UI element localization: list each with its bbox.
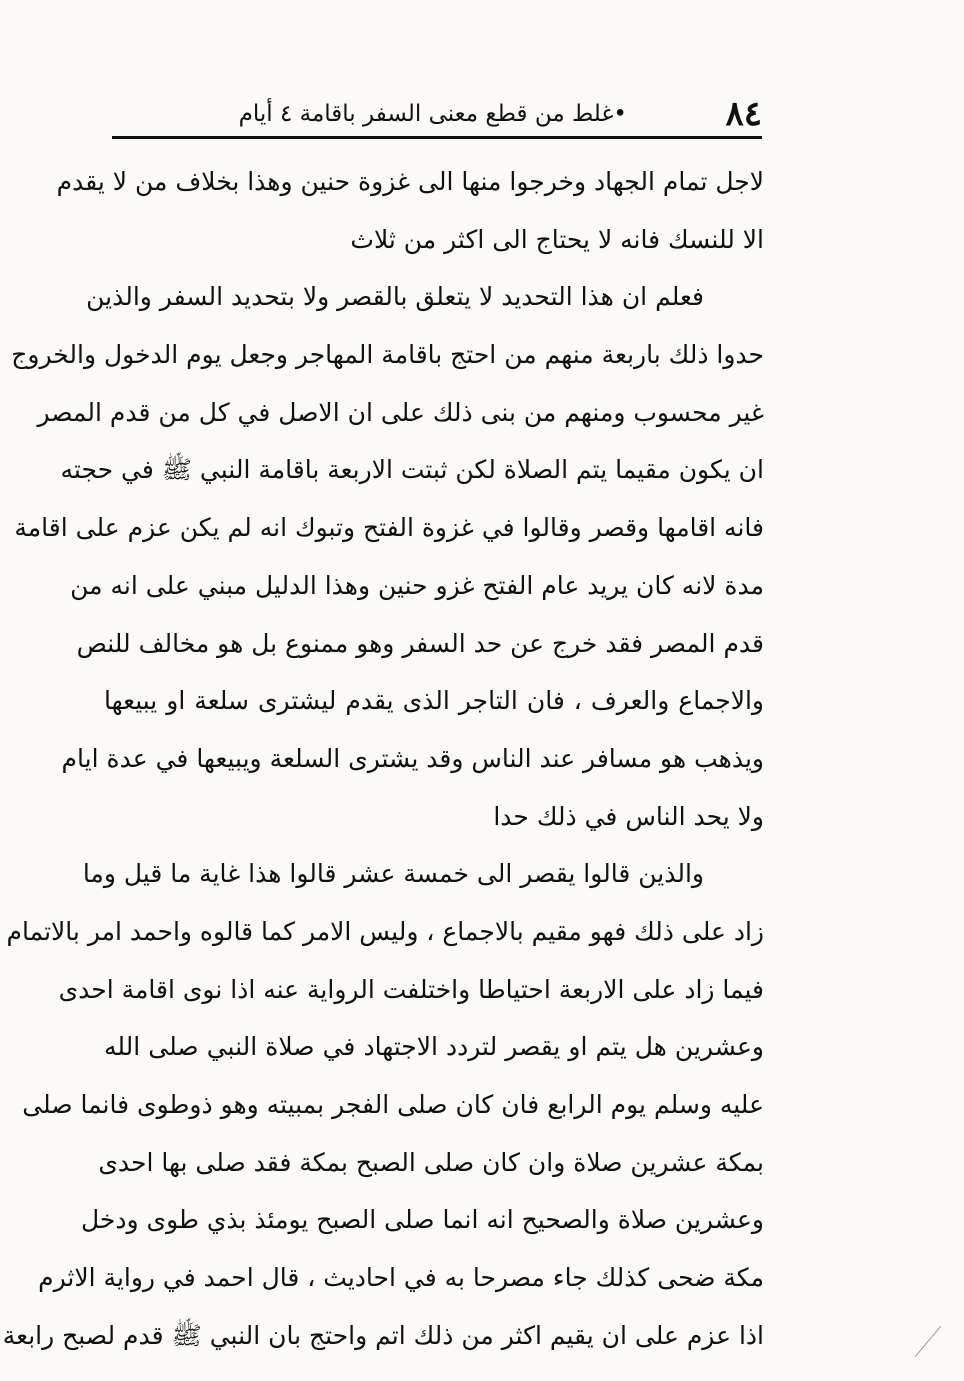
text-line: عليه وسلم يوم الرابع فان كان صلى الفجر بمبيته وهو ذوطوى فانما صلى bbox=[22, 1090, 764, 1119]
page-body bbox=[2, 153, 764, 1364]
text-line: مكة ضحى كذلك جاء مصرحا به في احاديث ، قال احمد في رواية الاثرم bbox=[38, 1263, 764, 1293]
text-line: قدم المصر فقد خرج عن حد السفر وهو ممنوع بل هو مخالف للنص bbox=[76, 628, 764, 658]
text-line: ان يكون مقيما يتم الصلاة لكن ثبتت الاربعة باقامة النبي ﷺ في حجته bbox=[60, 455, 764, 485]
text-line: فعلم ان هذا التحديد لا يتعلق بالقصر ولا بتحديد السفر والذين bbox=[86, 282, 704, 312]
text-line: والذين قالوا يقصر الى خمسة عشر قالوا هذا غاية ما قيل وما bbox=[82, 859, 704, 889]
text-line: فيما زاد على الاربعة احتياطا واختلفت الرواية عنه اذا نوى اقامة احدى bbox=[58, 974, 764, 1004]
text-line: فانه اقامها وقصر وقالوا في غزوة الفتح وتبوك انه لم يكن عزم على اقامة bbox=[14, 513, 764, 543]
header-rule bbox=[112, 136, 762, 139]
text-line: مدة لانه كان يريد عام الفتح غزو حنين وهذا الدليل مبني على انه من bbox=[70, 570, 764, 600]
text-line: والاجماع والعرف ، فان التاجر الذى يقدم ليشترى سلعة او يبيعها bbox=[104, 686, 764, 716]
text-line: ولا يحد الناس في ذلك حدا bbox=[493, 801, 764, 831]
text-line: ويذهب هو مسافر عند الناس وقد يشترى السلعة ويبيعها في عدة ايام bbox=[61, 743, 764, 773]
text-line: لاجل تمام الجهاد وخرجوا منها الى غزوة حنين وهذا بخلاف من لا يقدم bbox=[56, 167, 764, 196]
text-line: غير محسوب ومنهم من بنى ذلك على ان الاصل في كل من قدم المصر bbox=[37, 397, 764, 427]
text-line: حدوا ذلك باربعة منهم من احتج باقامة المهاجر وجعل يوم الدخول والخروج bbox=[11, 340, 764, 370]
text-line: وعشرين صلاة والصحيح انه انما صلى الصبح يومئذ بذي طوى ودخل bbox=[80, 1205, 764, 1235]
text-line: وعشرين هل يتم او يقصر لتردد الاجتهاد في صلاة النبي صلى الله bbox=[104, 1032, 764, 1062]
text-line: بمكة عشرين صلاة وان كان صلى الصبح بمكة فقد صلى بها احدى bbox=[98, 1147, 764, 1177]
text-line: الا للنسك فانه لا يحتاج الى اكثر من ثلاث bbox=[350, 224, 764, 254]
page-number: ٨٤ bbox=[725, 94, 762, 134]
scan-mark bbox=[915, 1326, 964, 1377]
text-line: زاد على ذلك فهو مقيم بالاجماع ، وليس الامر كما قالوه واحمد امر بالاتمام bbox=[6, 916, 764, 946]
running-title: •غلط من قطع معنى السفر باقامة ٤ أيام bbox=[238, 101, 627, 127]
text-line: اذا عزم على ان يقيم اكثر من ذلك اتم واحتج بان النبي ﷺ قدم لصبح رابعة bbox=[2, 1320, 764, 1350]
page-header bbox=[112, 92, 762, 136]
